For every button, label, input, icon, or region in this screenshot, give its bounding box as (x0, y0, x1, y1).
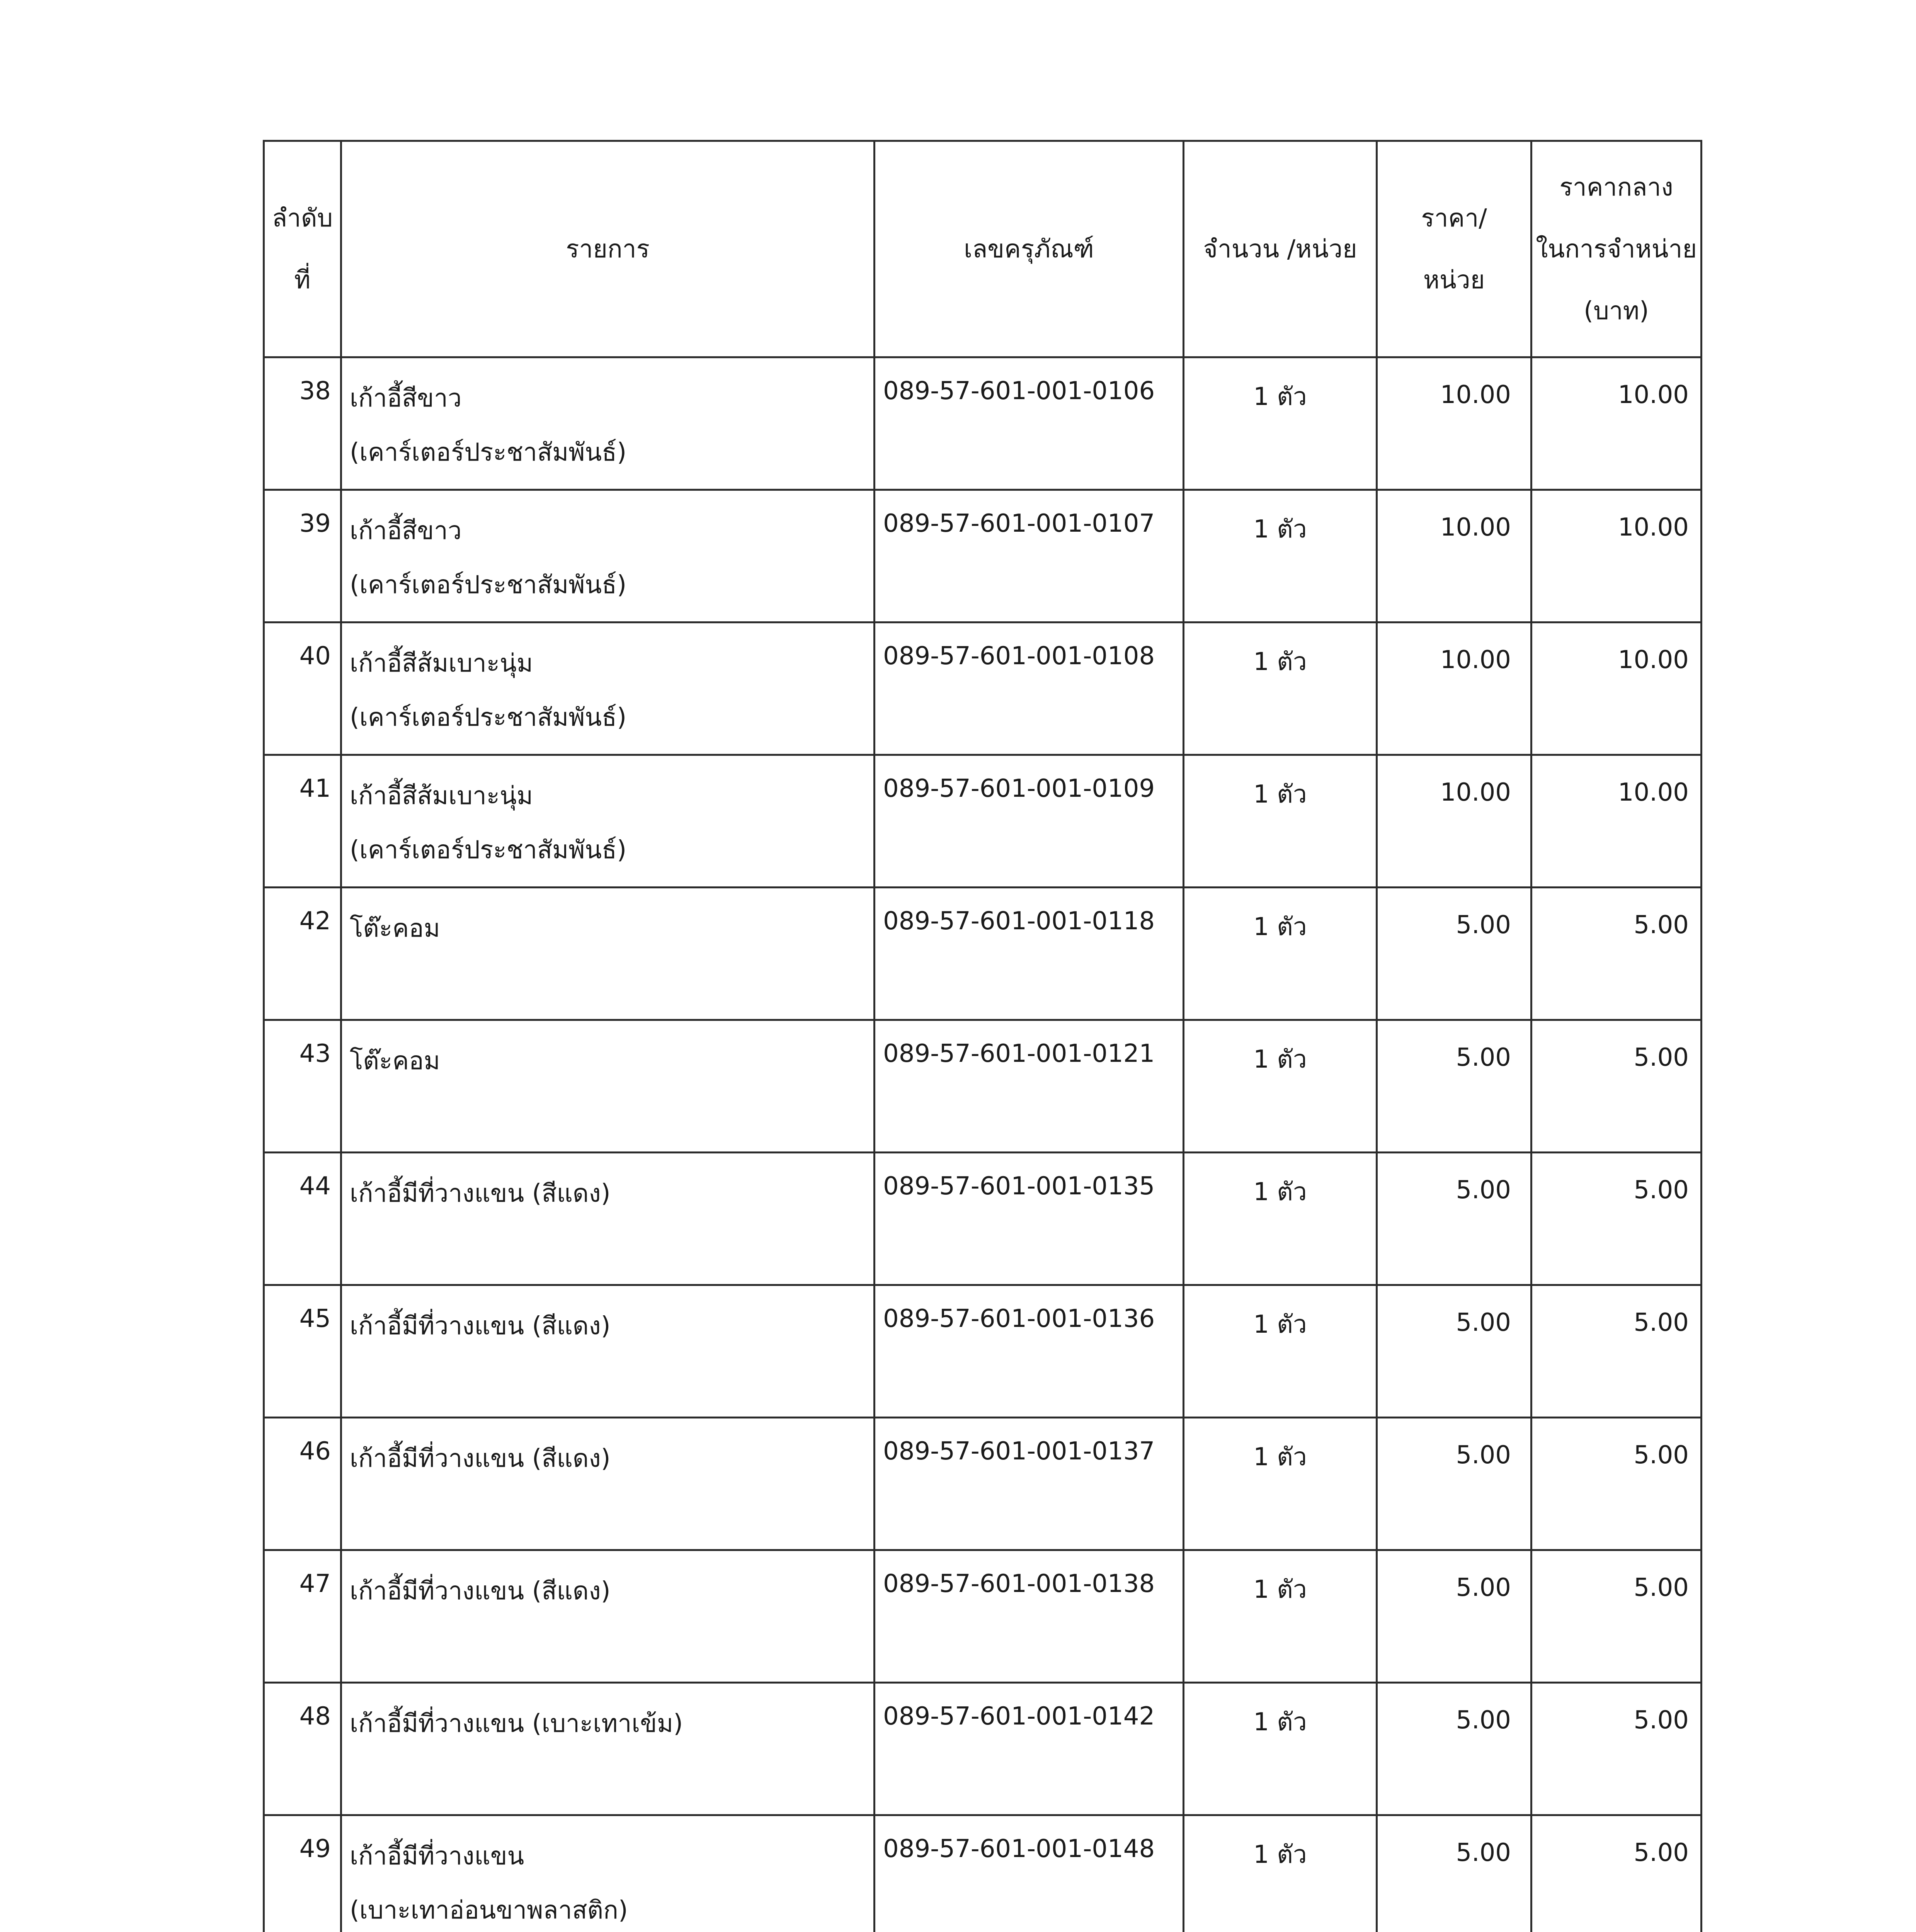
quantity: 1 ตัว (1184, 622, 1377, 755)
table-row (264, 1020, 1702, 1153)
item-line: (เคาร์เตอร์ประชาสัมพันธ์) (350, 571, 627, 599)
row-number: 41 (264, 755, 341, 888)
item-line: เก้าอี้สีขาว (350, 517, 462, 545)
row-number: 38 (264, 357, 341, 490)
item-description (341, 1815, 875, 1932)
row-number: 40 (264, 622, 341, 755)
table-row (264, 888, 1702, 1020)
item-line: เก้าอี้มีที่วางแขน (สีแดง) (350, 1179, 611, 1208)
item-line: โต๊ะคอม (350, 914, 440, 943)
row-number: 45 (264, 1285, 341, 1418)
table-row (264, 357, 1702, 490)
mid-price: 10.00 (1531, 755, 1702, 888)
quantity: 1 ตัว (1184, 357, 1377, 490)
table-row (264, 490, 1702, 622)
asset-code: 089-57-601-001-0108 (875, 622, 1184, 755)
item-description (341, 755, 875, 888)
item-line: เก้าอี้สีขาว (350, 384, 462, 413)
unit-price: 10.00 (1377, 622, 1531, 755)
unit-price: 10.00 (1377, 357, 1531, 490)
asset-code: 089-57-601-001-0142 (875, 1683, 1184, 1815)
item-line: (เคาร์เตอร์ประชาสัมพันธ์) (350, 703, 627, 732)
unit-price: 5.00 (1377, 1815, 1531, 1932)
unit-price: 5.00 (1377, 1153, 1531, 1285)
quantity: 1 ตัว (1184, 755, 1377, 888)
item-line: เก้าอี้มีที่วางแขน (เบาะเทาเข้ม) (350, 1709, 683, 1738)
unit-price: 10.00 (1377, 490, 1531, 622)
table-row (264, 1683, 1702, 1815)
asset-code: 089-57-601-001-0107 (875, 490, 1184, 622)
row-number: 49 (264, 1815, 341, 1932)
item-description (341, 1550, 875, 1683)
item-line: เก้าอี้มีที่วางแขน (350, 1842, 524, 1871)
row-number: 43 (264, 1020, 341, 1153)
mid-price: 5.00 (1531, 1550, 1702, 1683)
unit-price: 5.00 (1377, 1683, 1531, 1815)
item-line: โต๊ะคอม (350, 1047, 440, 1075)
asset-code: 089-57-601-001-0135 (875, 1153, 1184, 1285)
table-row (264, 755, 1702, 888)
table-header-row (264, 141, 1702, 357)
unit-price: 10.00 (1377, 755, 1531, 888)
table-row (264, 1285, 1702, 1418)
table-row (264, 1815, 1702, 1932)
item-line: เก้าอี้สีส้มเบาะนุ่ม (350, 782, 533, 810)
header-item: รายการ (341, 141, 875, 357)
asset-code: 089-57-601-001-0106 (875, 357, 1184, 490)
asset-code: 089-57-601-001-0136 (875, 1285, 1184, 1418)
unit-price: 5.00 (1377, 888, 1531, 1020)
mid-price: 10.00 (1531, 357, 1702, 490)
quantity: 1 ตัว (1184, 888, 1377, 1020)
mid-price: 5.00 (1531, 888, 1702, 1020)
inventory-table (263, 140, 1702, 1932)
table-row (264, 1418, 1702, 1550)
mid-price: 10.00 (1531, 622, 1702, 755)
asset-code: 089-57-601-001-0109 (875, 755, 1184, 888)
quantity: 1 ตัว (1184, 1020, 1377, 1153)
item-description (341, 357, 875, 490)
item-description (341, 1153, 875, 1285)
asset-code: 089-57-601-001-0121 (875, 1020, 1184, 1153)
item-description (341, 622, 875, 755)
row-number: 48 (264, 1683, 341, 1815)
row-number: 46 (264, 1418, 341, 1550)
table-row (264, 622, 1702, 755)
item-line: เก้าอี้มีที่วางแขน (สีแดง) (350, 1444, 611, 1473)
row-number: 39 (264, 490, 341, 622)
item-line: (เคาร์เตอร์ประชาสัมพันธ์) (350, 438, 627, 467)
mid-price: 5.00 (1531, 1153, 1702, 1285)
asset-code: 089-57-601-001-0137 (875, 1418, 1184, 1550)
mid-price: 5.00 (1531, 1020, 1702, 1153)
quantity: 1 ตัว (1184, 1418, 1377, 1550)
quantity: 1 ตัว (1184, 1683, 1377, 1815)
asset-code: 089-57-601-001-0148 (875, 1815, 1184, 1932)
item-description (341, 1020, 875, 1153)
quantity: 1 ตัว (1184, 1815, 1377, 1932)
unit-price: 5.00 (1377, 1550, 1531, 1683)
quantity: 1 ตัว (1184, 1550, 1377, 1683)
table-row (264, 1153, 1702, 1285)
mid-price: 5.00 (1531, 1285, 1702, 1418)
item-description (341, 888, 875, 1020)
mid-price: 5.00 (1531, 1683, 1702, 1815)
row-number: 47 (264, 1550, 341, 1683)
mid-price: 5.00 (1531, 1418, 1702, 1550)
unit-price: 5.00 (1377, 1020, 1531, 1153)
header-price: ราคา/ หน่วย (1377, 141, 1531, 357)
item-description (341, 1418, 875, 1550)
row-number: 44 (264, 1153, 341, 1285)
unit-price: 5.00 (1377, 1418, 1531, 1550)
table-row (264, 1550, 1702, 1683)
quantity: 1 ตัว (1184, 1285, 1377, 1418)
header-mid-price: ราคากลาง ในการจำหน่าย (บาท) (1531, 141, 1702, 357)
item-line: เก้าอี้มีที่วางแขน (สีแดง) (350, 1577, 611, 1605)
item-description (341, 1285, 875, 1418)
asset-code: 089-57-601-001-0138 (875, 1550, 1184, 1683)
mid-price: 5.00 (1531, 1815, 1702, 1932)
item-line: เก้าอี้สีส้มเบาะนุ่ม (350, 649, 533, 678)
quantity: 1 ตัว (1184, 490, 1377, 622)
asset-code: 089-57-601-001-0118 (875, 888, 1184, 1020)
item-line: เก้าอี้มีที่วางแขน (สีแดง) (350, 1312, 611, 1340)
header-no: ลำดับ ที่ (264, 141, 341, 357)
item-description (341, 1683, 875, 1815)
unit-price: 5.00 (1377, 1285, 1531, 1418)
header-qty: จำนวน /หน่วย (1184, 141, 1377, 357)
mid-price: 10.00 (1531, 490, 1702, 622)
row-number: 42 (264, 888, 341, 1020)
item-line: (เบาะเทาอ่อนขาพลาสติก) (350, 1896, 628, 1925)
quantity: 1 ตัว (1184, 1153, 1377, 1285)
item-description (341, 490, 875, 622)
item-line: (เคาร์เตอร์ประชาสัมพันธ์) (350, 836, 627, 864)
header-code: เลขครุภัณฑ์ (875, 141, 1184, 357)
